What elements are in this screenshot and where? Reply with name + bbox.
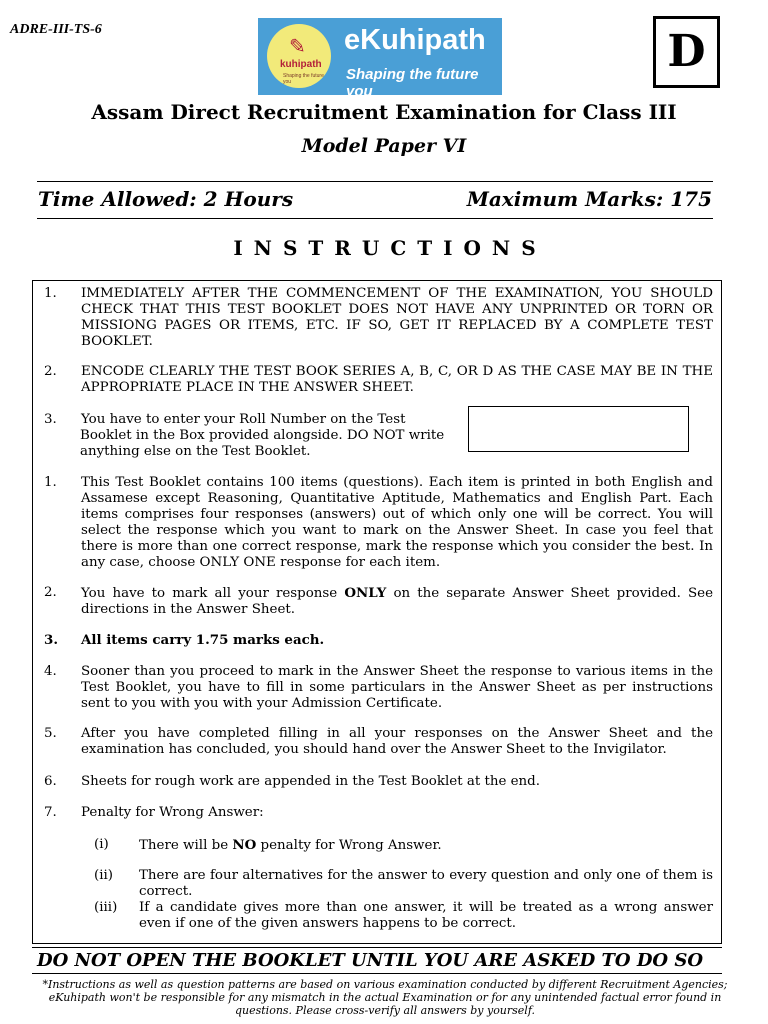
logo-slogan: Shaping the future you (346, 66, 479, 100)
logo-brand-name: eKuhipath (344, 24, 486, 56)
logo-small-brand: kuhipath (280, 59, 322, 70)
bottom-divider (37, 218, 713, 219)
logo-emblem (267, 24, 331, 88)
exam-title: Assam Direct Recruitment Examination for Class III (91, 100, 677, 124)
pen-icon: ✎ (289, 34, 306, 58)
logo-small-tagline: Shaping the future you (283, 73, 324, 85)
time-allowed: Time Allowed: 2 Hours (38, 187, 294, 211)
roll-number-box[interactable] (468, 406, 689, 452)
warning-top-rule (32, 947, 722, 948)
maximum-marks: Maximum Marks: 175 (466, 187, 712, 211)
instructions-heading: INSTRUCTIONS (233, 236, 547, 260)
top-divider (37, 181, 713, 182)
paper-subtitle: Model Paper VI (301, 135, 467, 157)
booklet-series-box: D (653, 16, 720, 88)
disclaimer: *Instructions as well as question patterns are based on various examination conducted by different Recruitment Agencies; eKuhipath won't be responsible for any mismatch in the actual Examination or for any unintended factual error found in questions. Please cross-verify all answers by yourself. (42, 978, 728, 1017)
do-not-open-warning: DO NOT OPEN THE BOOKLET UNTIL YOU ARE ASKED TO DO SO (37, 950, 704, 971)
ekuhipath-logo (258, 18, 502, 100)
paper-code: ADRE-III-TS-6 (10, 22, 102, 37)
warning-bottom-rule (32, 973, 722, 974)
